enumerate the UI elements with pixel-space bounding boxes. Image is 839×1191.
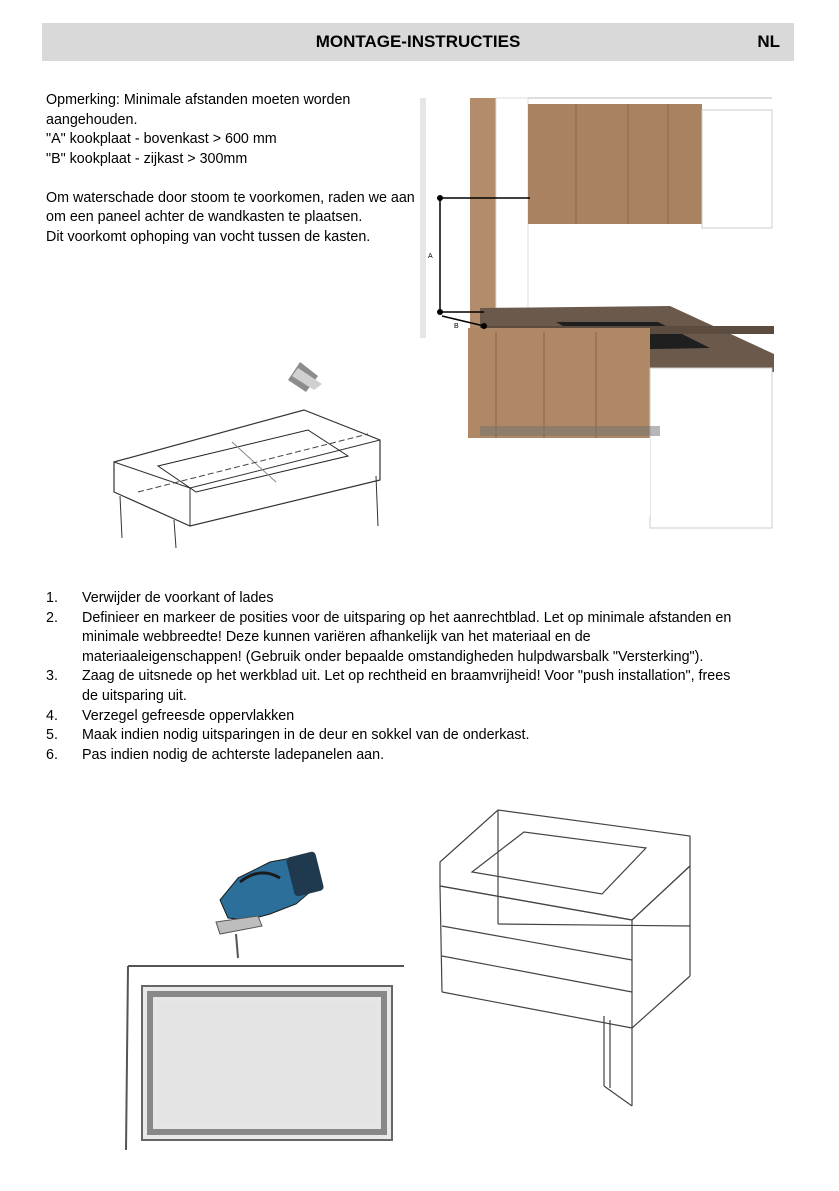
kitchen-distance-illustration (418, 96, 778, 532)
step-text: Definieer en markeer de posities voor de uitsparing op het aanrechtblad. Let op minimale afstanden en minimale webbreedte! Deze kunnen variëren afhankelijk van het materiaal en de materiaaleigenschappen! (Gebruik onder bepaalde omstandigheden hulpdwarsbalk "Versterking"). (82, 609, 732, 665)
page-title: MONTAGE-INSTRUCTIES (315, 32, 521, 51)
language-code: NL (757, 32, 780, 51)
page-header (42, 23, 794, 61)
step-text: Verzegel gefreesde oppervlakken (82, 707, 295, 724)
note-line-1: Opmerking: Minimale afstanden moeten worden aangehouden. (46, 92, 351, 128)
note-paragraph-3: Dit voorkomt ophoping van vocht tussen de kasten. (46, 229, 371, 246)
jigsaw-cutout-illustration (120, 848, 410, 1154)
dimension-b-label: B (454, 323, 459, 330)
step-number: 6. (46, 746, 58, 763)
distance-note (46, 91, 416, 248)
step-number: 2. (46, 609, 58, 626)
list-item (46, 589, 746, 609)
note-line-2: "A" kookplaat - bovenkast > 600 mm (46, 131, 277, 148)
jigsaw-icon (216, 851, 324, 958)
cabinet-wireframe-illustration (432, 806, 694, 1112)
step-text: Verwijder de voorkant of lades (82, 590, 274, 606)
list-item (46, 667, 746, 706)
step-number: 1. (46, 590, 58, 606)
list-item (46, 746, 746, 766)
list-item (46, 707, 746, 727)
pencil-icon (288, 362, 322, 392)
step-text: Maak indien nodig uitsparingen in de deur en sokkel van de onderkast. (82, 727, 530, 744)
countertop-marking-illustration (108, 362, 384, 552)
step-number: 5. (46, 727, 58, 744)
instruction-steps (46, 589, 746, 765)
step-number: 3. (46, 668, 58, 685)
step-text: Pas indien nodig de achterste ladepanelen aan. (82, 746, 385, 763)
list-item (46, 726, 746, 746)
step-number: 4. (46, 707, 58, 724)
step-text: Zaag de uitsnede op het werkblad uit. Let op rechtheid en braamvrijheid! Voor "push installation", frees de uitsparing uit. (82, 668, 731, 704)
note-paragraph-2: Om waterschade door stoom te voorkomen, raden we aan om een paneel achter de wandkasten te plaatsen. (46, 189, 415, 226)
list-item (46, 609, 746, 668)
dimension-a-label: A (428, 253, 433, 260)
note-line-3: "B" kookplaat - zijkast > 300mm (46, 150, 248, 167)
